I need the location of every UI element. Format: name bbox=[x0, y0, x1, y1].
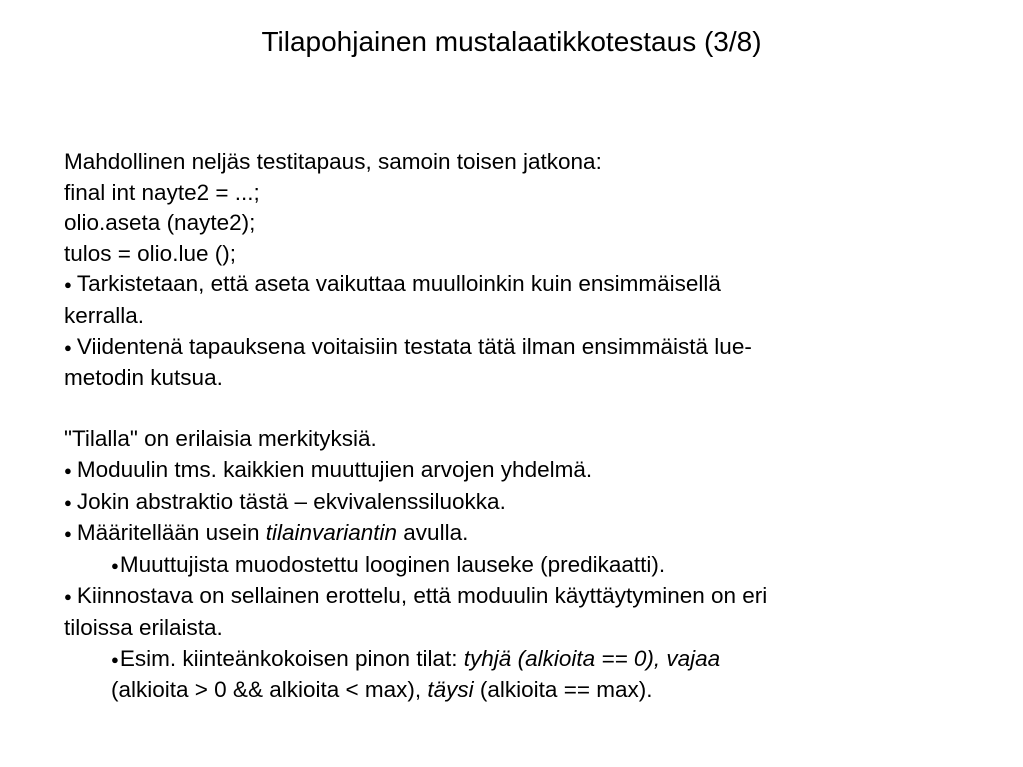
bullet-continuation: tiloissa erilaista. bbox=[64, 614, 223, 640]
bullet-icon: ● bbox=[111, 651, 119, 667]
sub-bullet-item-predicate bbox=[64, 550, 964, 582]
bullet-text: (alkioita > 0 && alkioita < max), bbox=[111, 677, 428, 703]
bullet-text: Tarkistetaan, että aseta vaikuttaa muulloinkin kuin ensimmäisellä bbox=[76, 271, 721, 297]
bullet-item-fifth-case bbox=[64, 332, 964, 364]
sub-bullet-continuation bbox=[64, 675, 964, 706]
bullet-icon: ● bbox=[64, 494, 72, 510]
bullet-text: Määritellään usein bbox=[76, 520, 266, 546]
emphasis-text: täysi bbox=[427, 677, 474, 703]
bullet-icon: ● bbox=[64, 462, 72, 478]
section-heading: "Tilalla" on erilaisia merkityksiä. bbox=[64, 426, 377, 452]
bullet-text: Moduulin tms. kaikkien muuttujien arvojen yhdelmä. bbox=[76, 456, 593, 482]
spacer bbox=[64, 394, 964, 425]
bullet-text: avulla. bbox=[397, 520, 469, 546]
bullet-item-module bbox=[64, 455, 964, 487]
bullet-continuation: kerralla. bbox=[64, 302, 145, 328]
sub-bullet-item-stack-example bbox=[64, 644, 964, 676]
bullet-item-check bbox=[64, 269, 964, 301]
bullet-text: Esim. kiinteänkokoisen pinon tilat: bbox=[119, 645, 464, 671]
bullet-item-abstraction bbox=[64, 487, 964, 519]
slide-title: Tilapohjainen mustalaatikkotestaus (3/8) bbox=[261, 26, 762, 57]
bullet-text: Muuttujista muodostettu looginen lauseke (predikaatti). bbox=[119, 551, 666, 577]
emphasis-text: tilainvariantin bbox=[265, 520, 398, 546]
code-line-3: tulos = olio.lue (); bbox=[64, 240, 236, 266]
bullet-text: Kiinnostava on sellainen erottelu, että moduulin käyttäytyminen on eri bbox=[76, 583, 768, 609]
bullet-continuation: metodin kutsua. bbox=[64, 365, 223, 391]
code-line-2: olio.aseta (nayte2); bbox=[64, 210, 256, 236]
intro-line: Mahdollinen neljäs testitapaus, samoin toisen jatkona: bbox=[64, 149, 602, 174]
bullet-icon: ● bbox=[64, 526, 72, 542]
bullet-text: (alkioita == max). bbox=[473, 677, 653, 703]
code-line-1: final int nayte2 = ...; bbox=[64, 179, 260, 205]
bullet-text: Viidentenä tapauksena voitaisiin testata tätä ilman ensimmäistä lue- bbox=[76, 333, 752, 359]
bullet-item-partition bbox=[64, 581, 964, 613]
bullet-icon: ● bbox=[64, 277, 72, 293]
bullet-icon: ● bbox=[111, 557, 119, 573]
bullet-text: Jokin abstraktio tästä – ekvivalenssiluokka. bbox=[76, 488, 506, 514]
slide-body bbox=[64, 147, 964, 706]
emphasis-text: tyhjä (alkioita == 0), vajaa bbox=[463, 645, 721, 671]
bullet-item-invariant bbox=[64, 518, 964, 550]
bullet-icon: ● bbox=[64, 339, 72, 355]
bullet-icon: ● bbox=[64, 589, 72, 605]
